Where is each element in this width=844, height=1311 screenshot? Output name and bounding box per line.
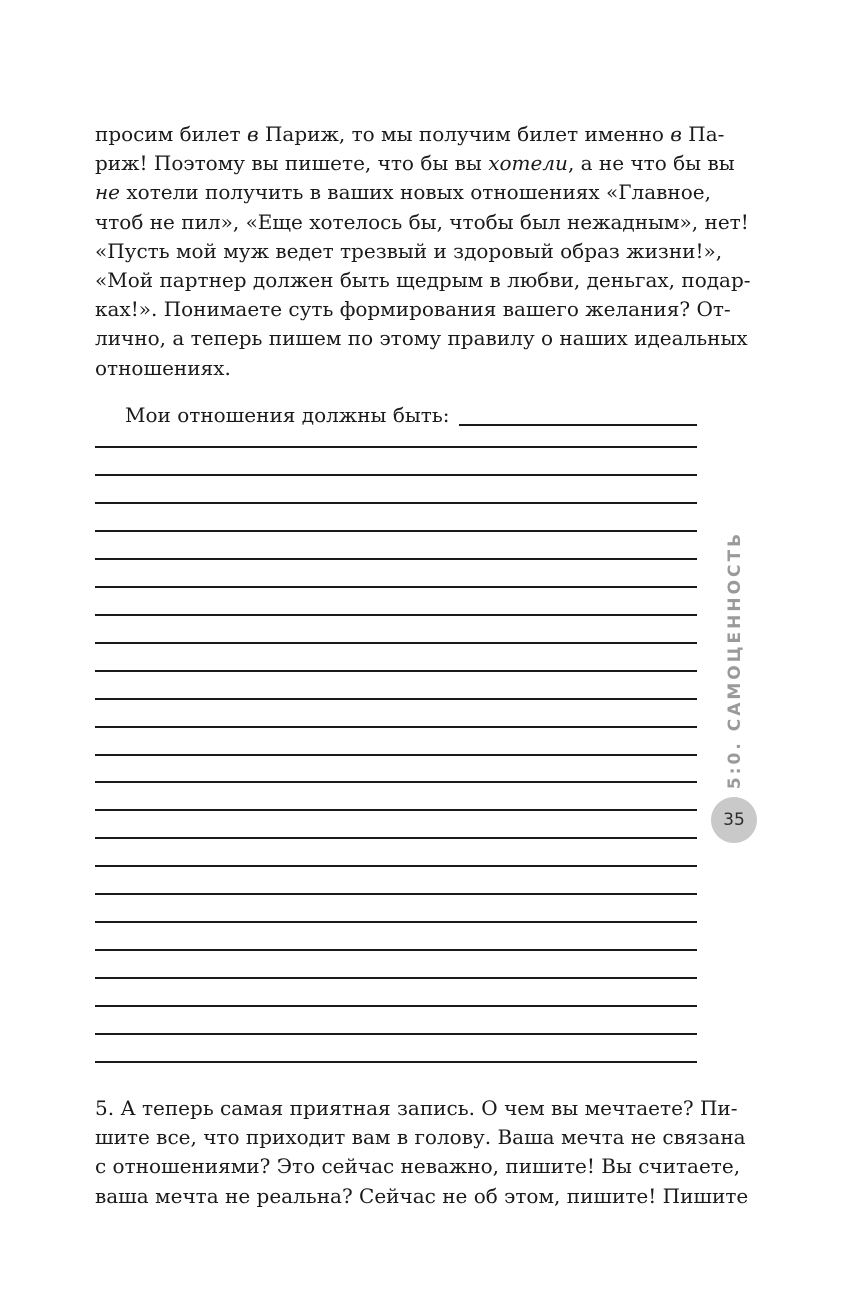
text-run: «Мой партнер должен быть щедрым в любви, деньгах, подар- xyxy=(95,267,751,292)
ruled-line xyxy=(95,977,697,979)
text-run: ках!». Понимаете суть формирования вашего желания? От- xyxy=(95,297,731,322)
text-run: отношениях. xyxy=(95,355,231,380)
ruled-line xyxy=(95,865,697,867)
text-run: с отношениями? Это сейчас неважно, пишите! Вы считаете, xyxy=(95,1154,741,1179)
text-run: , а не что бы вы xyxy=(567,151,735,176)
ruled-line xyxy=(95,502,697,504)
text-run: ваша мечта не реальна? Сейчас не об этом, пишите! Пишите xyxy=(95,1183,749,1208)
ruled-line xyxy=(95,837,697,839)
ruled-line xyxy=(95,754,697,756)
italic-text: в xyxy=(246,122,259,146)
text-line xyxy=(95,120,725,149)
ruled-line xyxy=(95,781,697,783)
text-line xyxy=(95,1152,741,1181)
text-run: лично, а теперь пишем по этому правилу о наших идеальных xyxy=(95,326,748,351)
ruled-line xyxy=(95,698,697,700)
text-run: риж! Поэтому вы пишете, что бы вы xyxy=(95,151,489,176)
text-run: чтоб не пил», «Еще хотелось бы, чтобы был нежадным», нет! xyxy=(95,209,749,234)
ruled-line xyxy=(95,474,697,476)
text-run: просим билет xyxy=(95,122,247,146)
italic-text: хотели xyxy=(488,151,568,176)
page-number: 35 xyxy=(711,797,757,843)
ruled-line xyxy=(95,809,697,811)
ruled-line xyxy=(95,921,697,923)
text-line xyxy=(95,1094,738,1123)
ruled-line xyxy=(95,670,697,672)
ruled-line xyxy=(95,530,697,532)
ruled-line xyxy=(95,1033,697,1035)
prompt-label: Мои отношения должны быть: xyxy=(125,403,450,427)
ruled-line xyxy=(95,949,697,951)
ruled-line xyxy=(95,1061,697,1063)
text-run: Париж, то мы получим билет именно xyxy=(258,122,671,146)
text-line xyxy=(95,208,749,237)
text-line xyxy=(95,324,748,353)
ruled-line xyxy=(95,558,697,560)
text-line xyxy=(95,266,751,295)
relationship-prompt xyxy=(125,398,697,428)
ruled-line xyxy=(95,726,697,728)
ruled-line xyxy=(95,1005,697,1007)
italic-text: не xyxy=(95,180,121,205)
ruled-line xyxy=(95,893,697,895)
ruled-line xyxy=(95,642,697,644)
text-line xyxy=(95,1182,749,1211)
italic-text: в xyxy=(670,122,682,146)
text-line xyxy=(95,1123,746,1152)
step-5-paragraph xyxy=(95,1094,749,1211)
ruled-line xyxy=(95,446,697,448)
ruled-line xyxy=(95,586,697,588)
text-run: 5. А теперь самая приятная запись. О чем вы мечтаете? Пи- xyxy=(95,1096,738,1120)
text-run: шите все, что приходит вам в голову. Ваша мечта не связана xyxy=(95,1125,746,1150)
intro-paragraph xyxy=(95,120,751,383)
text-line xyxy=(95,354,697,383)
text-line xyxy=(95,149,735,178)
text-line xyxy=(95,295,731,324)
ruled-line xyxy=(95,614,697,616)
prompt-blank-line xyxy=(459,402,697,426)
text-line xyxy=(95,178,711,207)
text-run: «Пусть мой муж ведет трезвый и здоровый образ жизни!», xyxy=(95,238,723,263)
text-run: хотели получить в ваших новых отношениях «Главное, xyxy=(120,180,711,205)
text-line xyxy=(95,237,723,266)
chapter-side-title: 5:0. САМОЦЕННОСТЬ xyxy=(725,530,745,790)
text-run: Па- xyxy=(681,122,725,146)
